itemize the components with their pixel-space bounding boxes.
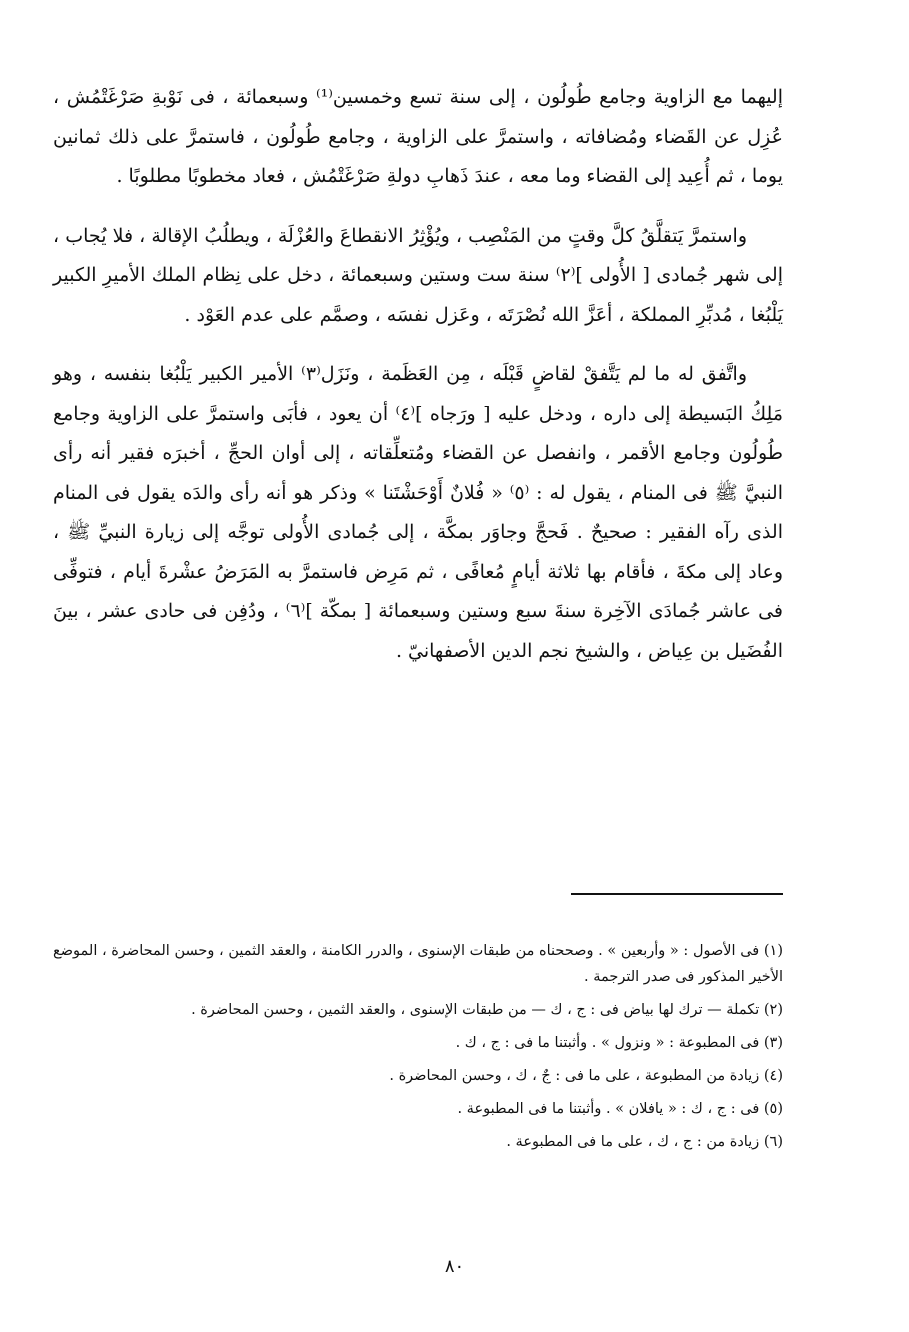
- main-text: [53, 78, 783, 691]
- footnote-6: (٦) زيادة من : ج ، ك ، على ما فى المطبوعة .: [506, 1134, 783, 1150]
- footnotes: [53, 938, 783, 1162]
- footnote-3: (٣) فى المطبوعة : « ونزول » . وأثبتنا ما فى : ج ، ك .: [455, 1035, 783, 1051]
- footnote-separator: [571, 893, 783, 895]
- footnote-2: (٢) تكملة — ترك لها بياض فى : ج ، ك — من طبقات الإسنوى ، والعقد الثمين ، وحسن المحاضرة .: [191, 1002, 783, 1018]
- footnote-4: (٤) زيادة من المطبوعة ، على ما فى : جٌ ، ك ، وحسن المحاضرة .: [389, 1068, 783, 1084]
- footnote-1: (١) فى الأصول : « وأربعين » . وصححناه من طبقات الإسنوى ، والدرر الكامنة ، والعقد الثمين ، وحسن المحاضرة ، الموضع الأخير المذكور فى صدر الترجمة .: [53, 943, 783, 985]
- paragraph-3: واتَّفق له ما لم يَتَّفقْ لقاضٍ قَبْلَه ، مِن العَظَمة ، ونَزَل⁽٣⁾ الأمير الكبير يَلْبُغا بنفسه ، وهو مَلِكُ البَسيطة إلى داره ، ودخل عليه [ ورَجاه ]⁽٤⁾ أن يعود ، فأبَى واستمرَّ على الزاوية وجامع طُولُون وجامع الأقمر ، وانفصل عن القضاء ومُتعلِّقاته ، إلى أوان الحجِّ ، أخبرَه فقير أنه رأى النبيَّ ﷺ فى المنام ، يقول له : ⁽٥⁾ « فُلانٌ أَوْحَشْتَنا » وذكر هو أنه رأى والدَه يقول فى المنام الذى رآه الفقير : صحيحٌ . فَحجَّ وجاوَر بمكَّة ، إلى جُمادى الأُولى توجَّه إلى زيارة النبيِّ ﷺ ، وعاد إلى مكةَ ، فأقام بها ثلاثة أيامٍ مُعافًى ، ثم مَرِض فاستمرَّ به المَرَضُ عشْرةَ أيام ، فتوفِّى فى عاشر جُمادَى الآخِرة سنةَ سبع وستين وسبعمائة [ بمكّة ]⁽٦⁾ ، ودُفِن فى حادى عشر ، بينَ الفُضَيل بن عِياض ، والشيخ نجم الدين الأصفهانيّ .: [53, 363, 783, 662]
- footnote-5: (٥) فى : ج ، ك : « يافلان » . وأثبتنا ما فى المطبوعة .: [457, 1101, 783, 1117]
- page-number: ٨٠: [444, 1256, 465, 1277]
- paragraph-2: واستمرَّ يَتقلَّقُ كلَّ وقتٍ من المَنْصِب ، ويُؤْثِرُ الانقطاعَ والعُزْلَة ، ويطلُبُ الإقالة ، فلا يُجاب ، إلى شهر جُمادى [ الأُولى ]⁽٢⁾ سنة ست وستين وسبعمائة ، دخل على نِظام الملك الأميرِ الكبير يَلْبُغا ، مُدبِّرِ المملكة ، أعَزَّ الله نُصْرَتَه ، وعَزل نفسَه ، وصمَّم على عدم العَوْد .: [53, 224, 783, 326]
- paragraph-1: إليهما مع الزاوية وجامع طُولُون ، إلى سنة تسع وخمسين⁽¹⁾ وسبعمائة ، فى نَوْبةِ صَرْغَتْمُش ، عُزِل عن القَضاء ومُضافاته ، واستمرَّ على الزاوية ، وجامع طُولُون ، فاستمرَّ على ذلك ثمانين يوما ، ثم أُعِيد إلى القضاء وما معه ، عندَ ذَهابِ دولةِ صَرْغَتْمُش ، فعاد مخطوبًا مطلوبًا .: [53, 86, 783, 187]
